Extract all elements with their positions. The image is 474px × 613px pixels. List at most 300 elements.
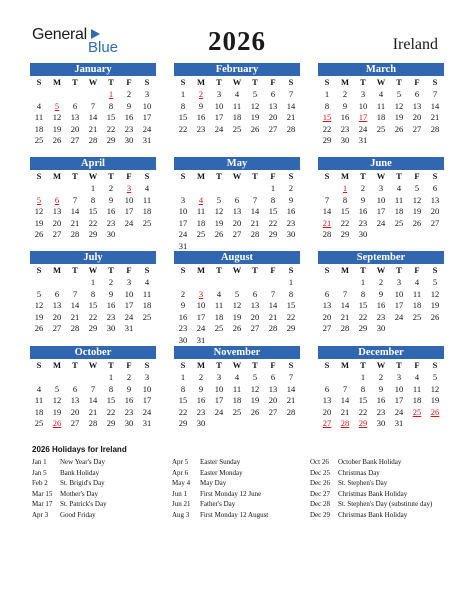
- empty-day-cell: [48, 89, 66, 101]
- day-cell: 12: [250, 100, 260, 111]
- day-cell: 23: [358, 217, 368, 228]
- holiday-name: Mother's Day: [60, 489, 99, 498]
- day-cell: 20: [250, 311, 260, 322]
- day-cell: 15: [268, 206, 278, 216]
- day-cell: 14: [70, 206, 80, 216]
- holiday-name: Easter Monday: [200, 468, 243, 477]
- day-cell: 23: [340, 123, 350, 134]
- holiday-entry: [310, 457, 450, 468]
- day-cell: 29: [106, 418, 116, 428]
- weekday-label: S: [432, 265, 438, 275]
- day-cell: 26: [250, 123, 260, 134]
- day-cell: 7: [270, 288, 276, 299]
- day-cell: 11: [196, 206, 206, 216]
- weekday-label: T: [216, 360, 222, 370]
- weekday-label: F: [126, 77, 132, 87]
- holiday-name: St. Stephen's Day (substitute day): [338, 500, 433, 508]
- day-cell: 17: [124, 206, 134, 216]
- day-cell: 28: [430, 123, 440, 134]
- empty-day-cell: [30, 277, 48, 289]
- weekday-label: T: [108, 171, 114, 181]
- holiday-column: [310, 457, 450, 520]
- holiday-date: Jun 21: [172, 500, 191, 508]
- day-cell: 15: [340, 206, 350, 216]
- day-cell: 13: [250, 300, 260, 310]
- weekday-label: M: [340, 265, 350, 275]
- month-june: [318, 157, 444, 241]
- day-cell: 20: [70, 123, 80, 134]
- day-cell: 27: [232, 229, 242, 239]
- empty-day-cell: [30, 372, 48, 384]
- holiday-day-cell: 26: [52, 418, 62, 428]
- day-cell: 6: [252, 288, 258, 299]
- month-title: May: [174, 157, 300, 170]
- day-cell: 9: [378, 288, 384, 299]
- day-cell: 4: [378, 89, 384, 99]
- holiday-day-cell: 25: [412, 406, 422, 417]
- holiday-day-cell: 1: [108, 89, 114, 99]
- holiday-date: Mar 15: [32, 489, 53, 498]
- day-cell: 7: [324, 194, 330, 205]
- weekday-label: F: [270, 265, 276, 275]
- day-cell: 10: [142, 383, 152, 394]
- weekday-label: F: [414, 171, 420, 181]
- day-cell: 4: [234, 89, 240, 99]
- holiday-entry: [32, 499, 172, 510]
- day-cell: 18: [34, 123, 44, 134]
- day-cell: 13: [322, 300, 332, 310]
- day-cell: 4: [234, 372, 240, 382]
- day-cell: 16: [196, 112, 206, 122]
- day-cell: 13: [52, 206, 62, 216]
- weekday-header: [30, 76, 156, 89]
- day-cell: 19: [52, 406, 62, 417]
- day-cell: 6: [324, 383, 330, 394]
- day-cell: 23: [286, 217, 296, 228]
- day-cell: 9: [126, 100, 132, 111]
- day-cell: 11: [412, 383, 422, 394]
- holiday-day-cell: 6: [54, 194, 60, 205]
- holiday-day-cell: 3: [126, 183, 132, 193]
- weekday-label: W: [232, 171, 242, 181]
- day-cell: 24: [142, 123, 152, 134]
- day-cell: 19: [214, 217, 224, 228]
- holiday-day-cell: 2: [198, 89, 204, 99]
- weekday-label: F: [126, 171, 132, 181]
- weekday-label: W: [88, 265, 98, 275]
- day-cell: 14: [340, 300, 350, 310]
- empty-day-cell: [228, 183, 246, 195]
- day-cell: 26: [34, 323, 44, 333]
- holiday-entry: [310, 468, 450, 479]
- day-cell: 11: [376, 100, 386, 111]
- day-cell: 18: [196, 217, 206, 228]
- day-cell: 10: [124, 194, 134, 205]
- day-grid: [174, 372, 300, 430]
- day-cell: 12: [52, 395, 62, 405]
- day-cell: 28: [286, 406, 296, 417]
- empty-day-cell: [48, 372, 66, 384]
- day-cell: 5: [432, 277, 438, 287]
- weekday-label: M: [340, 360, 350, 370]
- day-cell: 20: [268, 112, 278, 122]
- month-january: [30, 63, 156, 147]
- holiday-column: [32, 457, 172, 520]
- day-cell: 22: [106, 406, 116, 417]
- day-cell: 30: [196, 418, 206, 428]
- month-title: December: [318, 346, 444, 359]
- weekday-label: T: [396, 265, 402, 275]
- day-cell: 27: [70, 418, 80, 428]
- day-cell: 8: [180, 100, 186, 111]
- day-cell: 24: [124, 217, 134, 228]
- day-cell: 8: [342, 194, 348, 205]
- empty-day-cell: [192, 183, 210, 195]
- day-cell: 9: [198, 383, 204, 394]
- day-cell: 10: [394, 383, 404, 394]
- day-cell: 6: [324, 288, 330, 299]
- day-cell: 26: [394, 123, 404, 134]
- day-cell: 4: [144, 183, 150, 193]
- day-cell: 22: [286, 311, 296, 322]
- day-cell: 9: [108, 194, 114, 205]
- month-title: June: [318, 157, 444, 170]
- month-title: September: [318, 251, 444, 264]
- day-grid: [30, 89, 156, 147]
- holiday-name: May Day: [200, 479, 227, 487]
- holiday-date: Dec 25: [310, 468, 331, 477]
- day-cell: 1: [288, 277, 294, 287]
- day-grid: [30, 183, 156, 241]
- day-cell: 3: [144, 89, 150, 99]
- day-cell: 31: [124, 323, 134, 333]
- month-title: August: [174, 251, 300, 264]
- day-cell: 22: [106, 123, 116, 134]
- day-cell: 23: [178, 323, 188, 333]
- day-cell: 10: [376, 194, 386, 205]
- weekday-label: S: [36, 265, 42, 275]
- day-cell: 31: [142, 418, 152, 428]
- day-cell: 2: [360, 183, 366, 193]
- weekday-label: W: [88, 171, 98, 181]
- holiday-day-cell: 28: [340, 418, 350, 428]
- header: [0, 0, 474, 62]
- day-cell: 18: [34, 406, 44, 417]
- day-cell: 9: [288, 194, 294, 205]
- day-cell: 5: [36, 288, 42, 299]
- weekday-label: S: [36, 77, 42, 87]
- day-cell: 10: [124, 288, 134, 299]
- day-cell: 19: [412, 206, 422, 216]
- empty-day-cell: [84, 372, 102, 384]
- day-cell: 30: [124, 135, 134, 145]
- weekday-label: W: [376, 77, 386, 87]
- day-cell: 25: [196, 229, 206, 239]
- empty-day-cell: [174, 277, 192, 289]
- weekday-label: S: [180, 171, 186, 181]
- day-cell: 8: [270, 194, 276, 205]
- day-grid: [174, 277, 300, 346]
- day-cell: 29: [358, 323, 368, 333]
- weekday-label: M: [196, 77, 206, 87]
- calendar-year: 2026: [208, 26, 266, 56]
- holiday-name: New Year's Day: [60, 458, 106, 466]
- day-cell: 18: [412, 395, 422, 405]
- weekday-label: T: [360, 265, 366, 275]
- day-cell: 15: [358, 300, 368, 310]
- day-cell: 11: [142, 194, 152, 205]
- day-cell: 3: [360, 89, 366, 99]
- holiday-day-cell: 1: [342, 183, 348, 193]
- day-cell: 8: [360, 383, 366, 394]
- holiday-date: Apr 3: [32, 510, 49, 519]
- weekday-label: T: [72, 171, 78, 181]
- day-cell: 13: [52, 300, 62, 310]
- day-cell: 8: [180, 383, 186, 394]
- month-title: March: [318, 63, 444, 76]
- weekday-header: [174, 264, 300, 277]
- day-cell: 13: [268, 100, 278, 111]
- day-cell: 7: [288, 372, 294, 382]
- empty-day-cell: [30, 183, 48, 195]
- holiday-entry: [310, 478, 450, 489]
- day-cell: 12: [52, 112, 62, 122]
- day-cell: 29: [178, 418, 188, 428]
- day-cell: 23: [196, 406, 206, 417]
- weekday-label: T: [108, 360, 114, 370]
- day-grid: [318, 183, 444, 241]
- day-cell: 20: [52, 217, 62, 228]
- holiday-entry: [172, 478, 312, 489]
- holiday-date: Jan 1: [32, 458, 47, 466]
- day-cell: 1: [324, 89, 330, 99]
- day-cell: 15: [358, 395, 368, 405]
- day-cell: 24: [394, 406, 404, 417]
- day-cell: 29: [88, 323, 98, 333]
- day-cell: 1: [360, 277, 366, 287]
- weekday-header: [318, 264, 444, 277]
- month-april: [30, 157, 156, 241]
- weekday-label: S: [288, 265, 294, 275]
- day-cell: 10: [214, 100, 224, 111]
- day-cell: 11: [232, 100, 242, 111]
- day-cell: 18: [142, 206, 152, 216]
- day-cell: 22: [268, 217, 278, 228]
- day-cell: 15: [88, 300, 98, 310]
- holiday-date: Mar 17: [32, 500, 53, 508]
- day-cell: 21: [70, 311, 80, 322]
- weekday-label: M: [52, 171, 62, 181]
- weekday-label: T: [216, 265, 222, 275]
- weekday-label: S: [324, 171, 330, 181]
- day-cell: 25: [142, 217, 152, 228]
- holiday-date: May 4: [172, 479, 191, 487]
- holiday-day-cell: 15: [322, 112, 332, 122]
- weekday-label: T: [396, 171, 402, 181]
- day-cell: 16: [196, 395, 206, 405]
- day-cell: 24: [376, 217, 386, 228]
- holiday-entry: [310, 499, 450, 510]
- empty-day-cell: [210, 183, 228, 195]
- day-cell: 13: [70, 395, 80, 405]
- day-cell: 17: [196, 311, 206, 322]
- weekday-label: F: [270, 171, 276, 181]
- day-cell: 2: [126, 372, 132, 382]
- day-cell: 6: [54, 288, 60, 299]
- day-cell: 22: [358, 406, 368, 417]
- day-cell: 21: [70, 217, 80, 228]
- weekday-label: T: [108, 265, 114, 275]
- day-cell: 20: [430, 206, 440, 216]
- day-cell: 11: [232, 383, 242, 394]
- day-cell: 25: [376, 123, 386, 134]
- day-cell: 24: [358, 123, 368, 134]
- day-cell: 12: [394, 100, 404, 111]
- day-cell: 12: [214, 206, 224, 216]
- day-cell: 27: [52, 323, 62, 333]
- weekday-label: W: [376, 171, 386, 181]
- day-cell: 4: [414, 372, 420, 382]
- weekday-label: S: [432, 77, 438, 87]
- day-cell: 10: [142, 100, 152, 111]
- day-cell: 7: [90, 383, 96, 394]
- day-cell: 23: [196, 123, 206, 134]
- day-cell: 20: [232, 217, 242, 228]
- weekday-label: W: [376, 265, 386, 275]
- empty-day-cell: [174, 183, 192, 195]
- day-cell: 22: [178, 406, 188, 417]
- day-cell: 7: [72, 288, 78, 299]
- day-cell: 26: [52, 135, 62, 145]
- day-cell: 6: [72, 383, 78, 394]
- day-cell: 8: [324, 100, 330, 111]
- weekday-label: T: [252, 265, 258, 275]
- month-title: April: [30, 157, 156, 170]
- day-cell: 18: [394, 206, 404, 216]
- day-cell: 1: [270, 183, 276, 193]
- weekday-label: W: [88, 77, 98, 87]
- day-cell: 26: [250, 406, 260, 417]
- weekday-label: S: [144, 265, 150, 275]
- day-cell: 17: [376, 206, 386, 216]
- day-cell: 20: [412, 112, 422, 122]
- weekday-label: W: [232, 360, 242, 370]
- day-cell: 25: [232, 123, 242, 134]
- holiday-entry: [32, 510, 172, 521]
- month-title: February: [174, 63, 300, 76]
- holiday-date: Dec 29: [310, 510, 331, 519]
- day-cell: 22: [178, 123, 188, 134]
- day-cell: 18: [412, 300, 422, 310]
- day-cell: 9: [198, 100, 204, 111]
- day-cell: 27: [52, 229, 62, 239]
- holiday-name: St. Brigid's Day: [60, 479, 105, 487]
- day-cell: 30: [376, 323, 386, 333]
- holiday-entry: [172, 510, 312, 521]
- holiday-entry: [32, 489, 172, 500]
- day-cell: 5: [234, 288, 240, 299]
- day-cell: 16: [124, 395, 134, 405]
- month-march: [318, 63, 444, 147]
- day-cell: 25: [214, 323, 224, 333]
- weekday-label: F: [414, 77, 420, 87]
- day-cell: 4: [36, 383, 42, 394]
- day-cell: 12: [34, 300, 44, 310]
- holiday-name: October Bank Holiday: [338, 458, 402, 466]
- day-cell: 6: [270, 89, 276, 99]
- day-cell: 5: [396, 89, 402, 99]
- holiday-name: First Monday 12 August: [200, 510, 269, 519]
- day-cell: 9: [360, 194, 366, 205]
- holiday-entry: [172, 489, 312, 500]
- day-cell: 24: [124, 311, 134, 322]
- day-cell: 29: [340, 229, 350, 239]
- day-cell: 6: [270, 372, 276, 382]
- day-cell: 5: [252, 372, 258, 382]
- holiday-date: Oct 26: [310, 458, 329, 466]
- day-cell: 25: [34, 418, 44, 428]
- day-cell: 13: [232, 206, 242, 216]
- weekday-label: S: [432, 360, 438, 370]
- holiday-list: [32, 445, 452, 537]
- day-cell: 21: [286, 112, 296, 122]
- holiday-date: Jun 1: [172, 489, 187, 498]
- empty-day-cell: [30, 89, 48, 101]
- day-cell: 16: [106, 206, 116, 216]
- day-cell: 21: [430, 112, 440, 122]
- holiday-entry: [310, 489, 450, 500]
- day-cell: 15: [178, 395, 188, 405]
- month-title: July: [30, 251, 156, 264]
- day-cell: 7: [342, 288, 348, 299]
- day-cell: 1: [180, 89, 186, 99]
- weekday-label: S: [144, 77, 150, 87]
- day-cell: 29: [268, 229, 278, 239]
- weekday-label: M: [52, 77, 62, 87]
- holiday-entry: [32, 457, 172, 468]
- day-cell: 2: [180, 288, 186, 299]
- empty-day-cell: [84, 89, 102, 101]
- day-cell: 22: [322, 123, 332, 134]
- day-cell: 2: [126, 89, 132, 99]
- day-cell: 1: [360, 372, 366, 382]
- day-cell: 18: [232, 395, 242, 405]
- month-september: [318, 251, 444, 335]
- holiday-day-cell: 17: [358, 112, 368, 122]
- day-cell: 2: [342, 89, 348, 99]
- day-cell: 14: [340, 395, 350, 405]
- day-cell: 4: [144, 277, 150, 287]
- empty-day-cell: [246, 277, 264, 289]
- day-cell: 29: [106, 135, 116, 145]
- day-cell: 14: [268, 300, 278, 310]
- day-cell: 19: [34, 217, 44, 228]
- day-cell: 30: [376, 418, 386, 428]
- day-cell: 26: [34, 229, 44, 239]
- holiday-list-title: 2026 Holidays for Ireland: [32, 445, 127, 454]
- day-cell: 14: [322, 206, 332, 216]
- month-february: [174, 63, 300, 135]
- empty-day-cell: [228, 277, 246, 289]
- month-title: November: [174, 346, 300, 359]
- day-cell: 29: [286, 323, 296, 333]
- day-cell: 2: [108, 277, 114, 287]
- day-cell: 15: [286, 300, 296, 310]
- logo-text-general: General: [32, 26, 87, 43]
- day-cell: 13: [268, 383, 278, 394]
- day-cell: 24: [214, 406, 224, 417]
- day-cell: 10: [214, 383, 224, 394]
